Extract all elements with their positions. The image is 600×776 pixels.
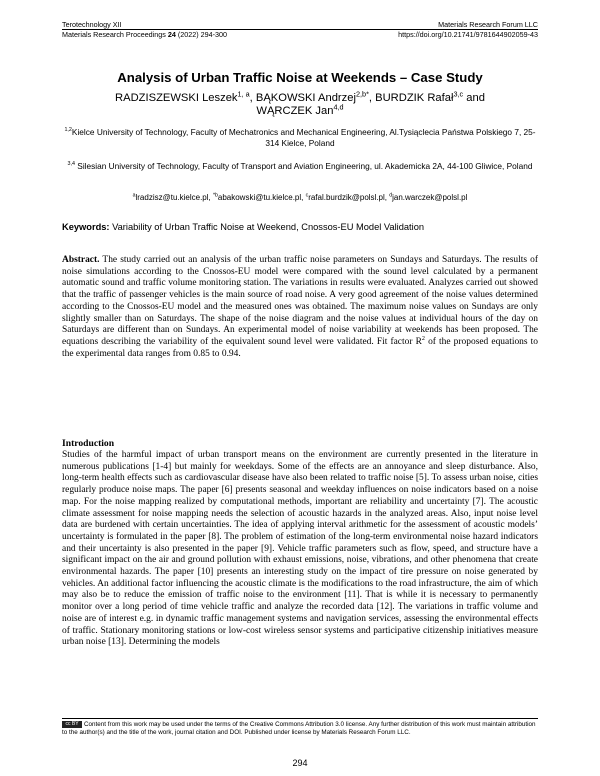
affiliation-1: [62, 127, 538, 149]
author-4-sup: 4,d: [333, 102, 344, 112]
keywords-text: Variability of Urban Traffic Noise at Weekend, Cnossos-EU Model Validation: [109, 222, 425, 232]
affiliation-1-text: Kielce University of Technology, Faculty of Mechatronics and Mechanical Engineering, Al.Tysiąclecia Państwa Polskiego 7, 25-314 Kielce, Poland: [71, 127, 536, 148]
email-3-sup: c: [305, 192, 309, 199]
abstract: [62, 255, 538, 360]
year-pages: (2022) 294-300: [177, 30, 228, 39]
author-4: WĄRCZEK Jan: [256, 105, 334, 117]
proceedings-name: Materials Research Proceedings: [62, 30, 166, 39]
license-text: Content from this work may be used under the terms of the Creative Commons Attribution 3.0 license. Any further distribution of this work must maintain attribution to the author(s) and the title of the work, journal citation and DOI. Published under license by Materials Research Forum LLC.: [62, 721, 536, 737]
email-2-sup: *b: [212, 192, 218, 199]
email-list: [62, 192, 538, 203]
journal-name: Terotechnology XII: [62, 20, 122, 29]
cc-license-icon[interactable]: cc BY: [62, 721, 82, 728]
keywords-label: Keywords:: [62, 222, 110, 232]
introduction-body: [62, 450, 538, 649]
author-3: BURDZIK Rafał: [375, 92, 454, 104]
author-sep: ,: [249, 92, 256, 104]
doi-link[interactable]: https://doi.org/10.21741/9781644902059-43: [398, 30, 538, 39]
page-number: 294: [292, 758, 308, 768]
keywords: [62, 222, 538, 232]
abstract-tail: of the proposed equations to the experimental data ranges from 0.85 to 0.94.: [62, 336, 538, 359]
license-notice: [62, 721, 538, 737]
publisher-name: Materials Research Forum LLC: [438, 20, 538, 29]
email-4[interactable]: jan.warczek@polsl.pl: [392, 193, 468, 202]
email-1-sup: a: [132, 192, 136, 199]
author-3-sup: 3,c: [453, 89, 464, 99]
email-4-sup: d: [389, 192, 393, 199]
affiliation-2-sup: 3,4: [67, 161, 75, 168]
author-sep: ,: [368, 92, 376, 104]
paper-title: Analysis of Urban Traffic Noise at Weekends – Case Study: [117, 70, 483, 85]
affiliation-2-text: Silesian University of Technology, Faculty of Transport and Aviation Engineering, ul. Akademicka 2A, 44-100 Gliwice, Poland: [74, 161, 533, 171]
affiliation-1-sup: 1,2: [64, 127, 72, 134]
abstract-sup: 2: [421, 335, 425, 342]
section-heading-introduction: Introduction: [62, 438, 115, 449]
author-1-sup: 1, a: [237, 89, 250, 99]
running-header-bottom: [62, 30, 538, 39]
abstract-text: The study carried out an analysis of the urban traffic noise parameters on Sundays and Saturdays. The results of noise simulations according to the Cnossos-EU model were compared with the sound level calculated by a permanent automatic sound and traffic volume monitoring station. The variations in results were evaluated. Analyzes carried out showed that the traffic of passenger vehicles is the main source of road noise. A very good agreement of the noise values determined according to the Cnossos-EU model and the measured ones was obtained. The maximum noise values on Sundays are only slightly smaller than on Saturdays. The shape of the noise diagram and the noise values at individual hours of the day on Saturdays are different than on Sundays. An experimental model of noise variability at weekends has been proposed. The equations describing the variability of the equivalent sound level were validated. Fit factor R: [62, 255, 538, 347]
affiliation-2: [62, 161, 538, 172]
author-2: BĄKOWSKI Andrzej: [255, 92, 356, 104]
author-2-sup: 2,b*: [355, 89, 369, 99]
email-1[interactable]: lradzisz@tu.kielce.pl,: [135, 193, 213, 202]
footer-divider: [62, 718, 538, 719]
author-and: and: [463, 92, 485, 104]
email-3[interactable]: rafal.burdzik@polsl.pl,: [308, 193, 390, 202]
introduction-paragraph: Studies of the harmful impact of urban transport means on the environment are currently presented in the literature in numerous publications [1-4] but mainly for weekdays. Some of the effects are an annoyance and sleep disturbance. Also, long-term health effects such as cardiovascular disease have also been related to traffic noise [5]. To assess urban noise, cities regularly produce noise maps. The paper [6] presents seasonal and weekday influences on noise indicators based on a noise map. For the noise mapping realized by computational methods, important are reliability and uncertainty [7]. The acoustic climate assessment for noise mapping needs the selection of acoustic hazards in the analyzed areas. Also, input noise level data are burdened with certain uncertainties. The idea of applying interval arithmetic for the assessment of acoustic models’ uncertainty is formulated in the paper [8]. The problem of estimation of the long-term environmental noise hazard indicators and their uncertainty is also presented in the paper [9]. Vehicle traffic parameters such as flow, speed, and structure have a significant impact on the air and ground pollution with exhaust emissions, noise, vibrations, and other phenomena that create environmental hazards. The paper [10] presents an interesting study on the impact of tire pressure on noise generated by vehicles. An additional factor influencing the acoustic climate is the modifications to the road infrastructure, the aim of which may also be to reduce the emission of traffic noise to the environment [11]. That is while it is necessary to permanently monitor over a long period of time vehicle traffic and analyze the recorded data [12]. The variations in traffic volume and noise are of interest e.g. in dynamic traffic management systems and navigation services, assessing the environmental effects of traffic. Stationary monitoring stations or low-cost wireless sensor systems and participative citizenship initiatives measure urban noise [13]. Determining the models: [62, 450, 538, 648]
volume: 24: [167, 30, 176, 39]
abstract-label: Abstract.: [62, 255, 100, 265]
citation: [62, 30, 227, 39]
email-2[interactable]: abakowski@tu.kielce.pl,: [217, 193, 306, 202]
author-list: [62, 89, 538, 118]
author-1: RADZISZEWSKI Leszek: [115, 92, 238, 104]
